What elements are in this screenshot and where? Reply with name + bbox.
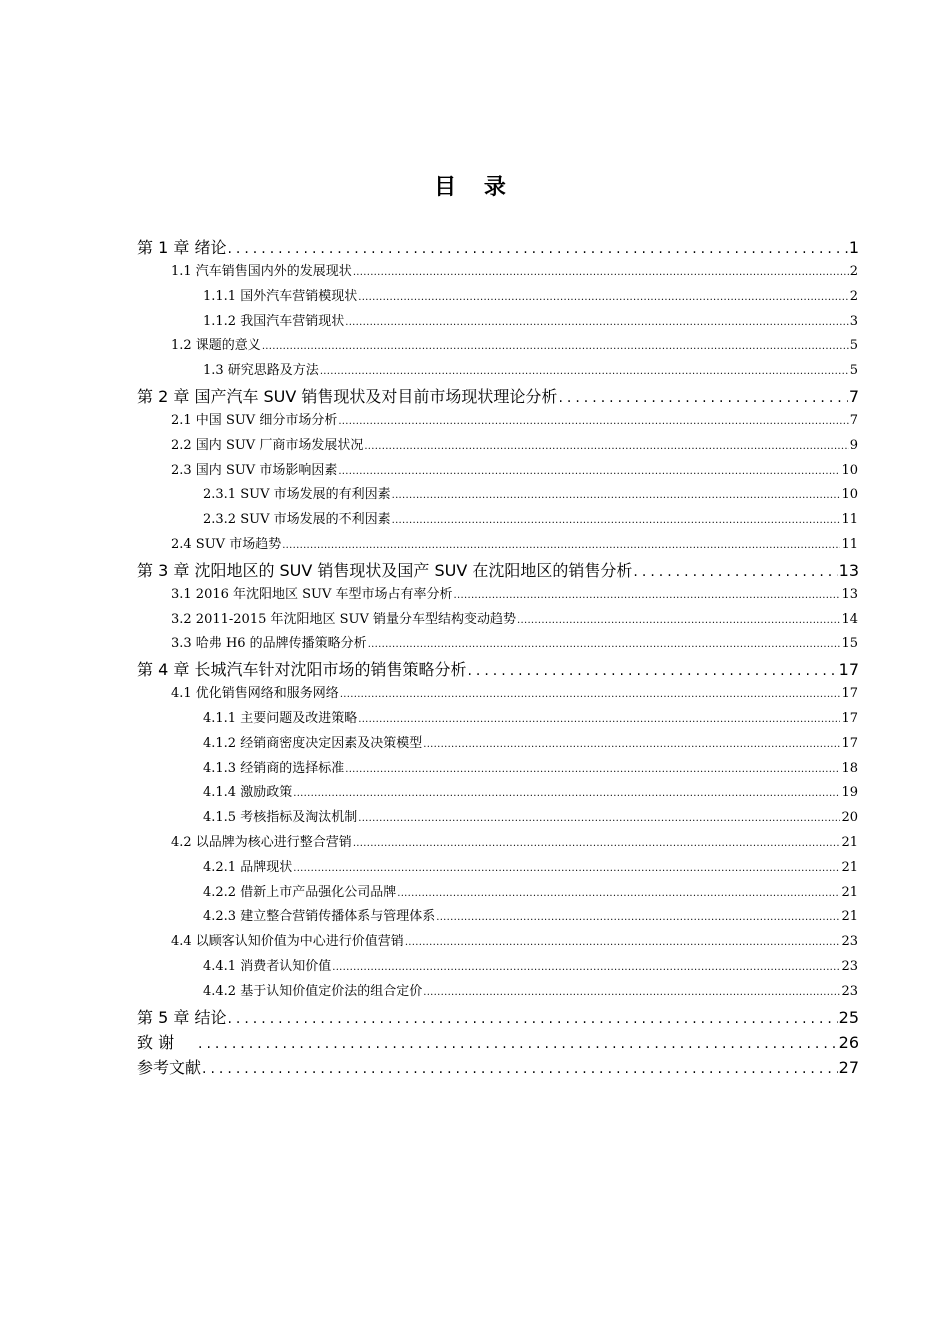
toc-dot-leader: [436, 906, 840, 931]
toc-entry-label: 4.4.2 基于认知价值定价法的组合定价: [203, 983, 423, 999]
toc-entry-level-2[interactable]: [137, 682, 859, 707]
toc-entry-label: 第 4 章 长城汽车针对沈阳市场的销售策略分析: [137, 660, 467, 680]
toc-entry-label: 4.2.1 品牌现状: [203, 859, 293, 875]
toc-entry-level-3[interactable]: [137, 310, 859, 335]
toc-entry-page-number: 21: [841, 909, 858, 925]
toc-entry-page-number: 11: [841, 536, 858, 552]
toc-entry-label: 1.2 课题的意义: [171, 338, 261, 354]
toc-entry-level-1[interactable]: [137, 384, 859, 409]
toc-entry-label: 4.4.1 消费者认知价值: [203, 958, 332, 974]
toc-entry-level-2[interactable]: [137, 632, 859, 657]
toc-dot-leader: [293, 857, 840, 882]
toc-dot-leader: [392, 484, 841, 509]
toc-entry-label: 2.3 国内 SUV 市场影响因素: [171, 462, 338, 478]
toc-entry-label: 3.3 哈弗 H6 的品牌传播策略分析: [171, 636, 367, 652]
toc-entry-label: 4.2.3 建立整合营销传播体系与管理体系: [203, 909, 436, 925]
table-of-contents: [137, 235, 859, 1080]
toc-entry-level-1[interactable]: [137, 558, 859, 583]
toc-entry-label: 4.1.5 考核指标及淘汰机制: [203, 810, 358, 826]
toc-entry-page-number: 10: [841, 462, 858, 478]
toc-entry-label: 2.2 国内 SUV 厂商市场发展状况: [171, 437, 364, 453]
toc-entry-page-number: 17: [841, 710, 858, 726]
toc-dot-leader: [397, 882, 840, 907]
toc-dot-leader: [633, 560, 837, 585]
toc-entry-level-2[interactable]: [137, 583, 859, 608]
toc-entry-level-1[interactable]: [137, 1030, 859, 1055]
toc-entry-page-number: 2: [849, 288, 858, 304]
toc-entry-page-number: 13: [841, 586, 858, 602]
toc-entry-level-2[interactable]: [137, 459, 859, 484]
toc-dot-leader: [423, 981, 840, 1006]
toc-entry-level-2[interactable]: [137, 608, 859, 633]
toc-dot-leader: [405, 931, 841, 956]
toc-entry-label: 第 5 章 结论: [137, 1007, 227, 1027]
toc-entry-level-2[interactable]: [137, 334, 859, 359]
toc-entry-page-number: 23: [841, 934, 858, 950]
toc-dot-leader: [340, 683, 841, 708]
toc-entry-label: 4.2.2 借新上市产品强化公司品牌: [203, 884, 397, 900]
toc-entry-page-number: 11: [841, 512, 858, 528]
toc-dot-leader: [345, 311, 849, 336]
toc-entry-level-3[interactable]: [137, 707, 859, 732]
toc-dot-leader: [320, 360, 849, 385]
toc-dot-leader: [358, 807, 840, 832]
toc-dot-leader: [358, 708, 840, 733]
toc-entry-page-number: 21: [841, 859, 858, 875]
toc-entry-label: 4.4 以顾客认知价值为中心进行价值营销: [171, 934, 404, 950]
toc-dot-leader: [353, 261, 849, 286]
toc-entry-level-3[interactable]: [137, 806, 859, 831]
toc-entry-label: 4.2 以品牌为核心进行整合营销: [171, 834, 352, 850]
toc-entry-page-number: 5: [849, 338, 858, 354]
toc-entry-label: 1.3 研究思路及方法: [203, 363, 319, 379]
toc-entry-label: 1.1.1 国外汽车营销模现状: [203, 288, 358, 304]
toc-entry-label: 3.1 2016 年沈阳地区 SUV 车型市场占有率分析: [171, 586, 453, 602]
toc-entry-level-3[interactable]: [137, 905, 859, 930]
toc-entry-page-number: 2: [849, 264, 858, 279]
toc-dot-leader: [262, 335, 849, 360]
toc-entry-level-3[interactable]: [137, 955, 859, 980]
toc-entry-level-3[interactable]: [137, 508, 859, 533]
toc-entry-level-1[interactable]: [137, 657, 859, 682]
toc-entry-label: 4.1 优化销售网络和服务网络: [171, 686, 339, 702]
toc-entry-level-3[interactable]: [137, 980, 859, 1005]
toc-entry-level-3[interactable]: [137, 285, 859, 310]
toc-entry-level-3[interactable]: [137, 757, 859, 782]
toc-entry-page-number: 25: [838, 1007, 859, 1027]
toc-entry-page-number: 27: [838, 1057, 859, 1077]
toc-dot-leader: [454, 584, 841, 609]
toc-entry-level-2[interactable]: [137, 409, 859, 434]
toc-dot-leader: [368, 633, 841, 658]
toc-dot-leader: [293, 782, 840, 807]
toc-entry-label: 第 1 章 绪论: [137, 238, 227, 257]
toc-entry-page-number: 14: [841, 611, 858, 627]
toc-entry-page-number: 17: [841, 686, 858, 702]
toc-dot-leader: [227, 237, 847, 262]
toc-entry-level-3[interactable]: [137, 856, 859, 881]
toc-entry-page-number: 23: [841, 983, 858, 999]
toc-dot-leader: [227, 1007, 837, 1032]
toc-entry-page-number: 18: [841, 760, 858, 776]
toc-entry-label: 参考文献: [137, 1057, 202, 1077]
toc-entry-level-3[interactable]: [137, 781, 859, 806]
toc-dot-leader: [198, 1032, 838, 1057]
toc-dot-leader: [423, 733, 840, 758]
toc-entry-label: 2.4 SUV 市场趋势: [171, 536, 282, 552]
toc-entry-level-2[interactable]: [137, 533, 859, 558]
toc-entry-page-number: 3: [849, 313, 858, 329]
toc-dot-leader: [282, 534, 840, 559]
toc-entry-label: 2.1 中国 SUV 细分市场分析: [171, 412, 338, 428]
toc-entry-label: 1.1.2 我国汽车营销现状: [203, 313, 345, 329]
toc-entry-label: 第 2 章 国产汽车 SUV 销售现状及对目前市场现状理论分析: [137, 386, 558, 406]
toc-entry-page-number: 23: [841, 958, 858, 974]
toc-entry-label: 4.1.4 激励政策: [203, 785, 293, 801]
toc-entry-level-2[interactable]: [137, 930, 859, 955]
toc-entry-label: 第 3 章 沈阳地区的 SUV 销售现状及国产 SUV 在沈阳地区的销售分析: [137, 560, 633, 580]
toc-entry-page-number: 1: [848, 238, 859, 257]
toc-entry-page-number: 26: [838, 1032, 859, 1052]
toc-entry-level-1[interactable]: [137, 1055, 859, 1080]
toc-dot-leader: [392, 509, 841, 534]
toc-entry-page-number: 7: [848, 386, 859, 406]
toc-entry-level-3[interactable]: [137, 881, 859, 906]
toc-dot-leader: [338, 460, 840, 485]
toc-dot-leader: [332, 956, 840, 981]
toc-dot-leader: [345, 758, 840, 783]
toc-entry-level-3[interactable]: [137, 732, 859, 757]
toc-entry-label: 2.3.2 SUV 市场发展的不利因素: [203, 512, 391, 528]
toc-entry-page-number: 5: [849, 363, 858, 379]
toc-entry-page-number: 19: [841, 785, 858, 801]
toc-entry-label: 4.1.2 经销商密度决定因素及决策模型: [203, 735, 423, 751]
toc-entry-page-number: 10: [841, 487, 858, 503]
toc-entry-label: 2.3.1 SUV 市场发展的有利因素: [203, 487, 391, 503]
toc-entry-page-number: 21: [841, 834, 858, 850]
toc-entry-level-1[interactable]: [137, 1005, 859, 1030]
toc-entry-level-2[interactable]: [137, 434, 859, 459]
toc-dot-leader: [467, 659, 837, 684]
toc-entry-level-3[interactable]: [137, 483, 859, 508]
toc-dot-leader: [202, 1057, 838, 1082]
toc-entry-page-number: 13: [838, 560, 859, 580]
toc-entry-page-number: 9: [849, 437, 858, 453]
toc-entry-label: 4.1.3 经销商的选择标准: [203, 760, 345, 776]
toc-entry-label: 3.2 2011-2015 年沈阳地区 SUV 销量分车型结构变动趋势: [171, 611, 517, 627]
toc-title: 目 录: [434, 175, 516, 200]
toc-entry-label: 致 谢: [137, 1032, 175, 1052]
toc-entry-label: 1.1 汽车销售国内外的发展现状: [171, 264, 352, 279]
toc-entry-page-number: 17: [838, 660, 859, 680]
toc-entry-level-2[interactable]: [137, 831, 859, 856]
toc-entry-level-1[interactable]: [137, 235, 859, 260]
toc-entry-level-3[interactable]: [137, 359, 859, 384]
toc-entry-page-number: 15: [841, 636, 858, 652]
toc-dot-leader: [517, 609, 840, 634]
toc-entry-page-number: 21: [841, 884, 858, 900]
toc-dot-leader: [338, 410, 848, 435]
toc-entry-level-2[interactable]: [137, 260, 859, 285]
toc-dot-leader: [353, 832, 841, 857]
toc-entry-page-number: 7: [849, 412, 858, 428]
toc-entry-label: 4.1.1 主要问题及改进策略: [203, 710, 358, 726]
toc-entry-page-number: 17: [841, 735, 858, 751]
toc-dot-leader: [358, 286, 849, 311]
toc-dot-leader: [364, 435, 848, 460]
toc-entry-page-number: 20: [841, 810, 858, 826]
toc-dot-leader: [558, 386, 847, 411]
